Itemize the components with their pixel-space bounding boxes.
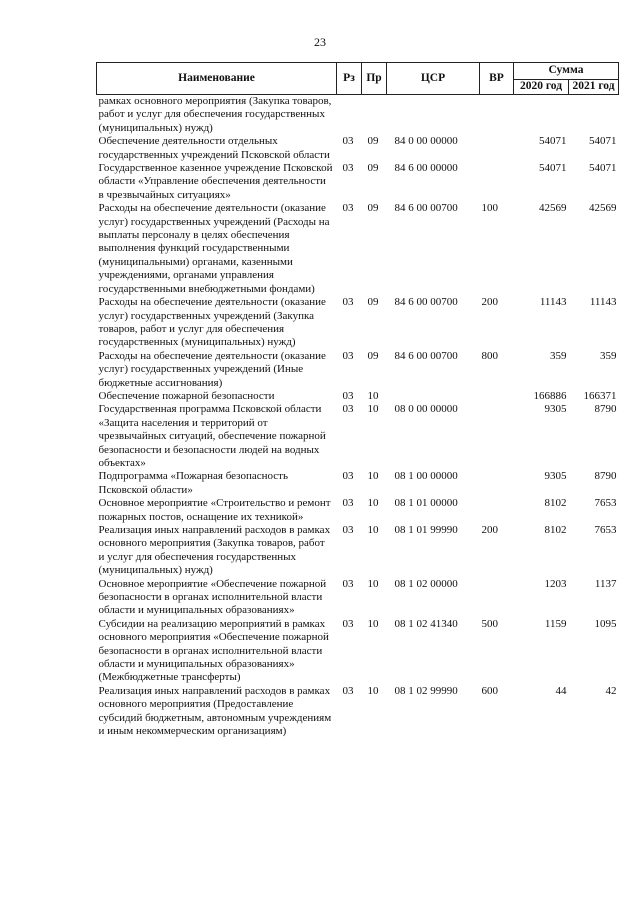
header-pr: Пр [362,63,387,95]
cell-pr: 09 [367,202,379,215]
cell-csr [387,390,480,403]
cell-name: Государственное казенное учреждение Псковской области «Управление обеспечения деятельности в чрезвычайных ситуациях» [98,162,333,201]
cell-rz: 03 [342,202,354,215]
table-row [97,685,619,739]
cell-name: Обеспечение деятельности отдельных государственных учреждений Псковской области [98,135,330,161]
cell-name: Расходы на обеспечение деятельности (оказание услуг) государственных учреждений (Иные бюджетные ассигнования) [98,349,326,389]
cell-y2021: 166371 [583,389,617,402]
cell-pr: 10 [367,577,379,590]
cell-y2020: 166886 [533,389,567,402]
cell-y2021: 11143 [589,296,617,309]
cell-pr: 10 [367,497,379,510]
cell-y2020: 54071 [539,135,567,148]
cell-rz: 03 [342,162,354,175]
cell-name: Реализация иных направлений расходов в рамках основного мероприятия (Закупка товаров, работ и услуг для обеспечения государственных (муниципальных) нужд) [98,524,331,577]
cell-y2021: 54071 [589,135,617,148]
table-row [97,162,619,202]
cell-pr: 10 [367,389,379,402]
cell-pr [362,95,387,136]
cell-name: Реализация иных направлений расходов в рамках основного мероприятия (Предоставление субсидий бюджетным, автономным учреждениям и иным некоммерческим организациям) [98,684,332,738]
cell-vr [480,497,514,524]
cell-vr [480,578,514,618]
cell-y2020: 8102 [544,524,567,536]
cell-rz: 03 [342,617,354,630]
cell-pr: 10 [367,684,379,697]
cell-y2021: 42 [605,684,617,697]
cell-pr: 10 [367,470,379,483]
cell-name: рамках основного мероприятия (Закупка товаров, работ и услуг для обеспечения государственных (муниципальных) нужд) [98,95,332,134]
header-sum: Сумма [514,63,619,80]
cell-vr: 600 [481,684,498,697]
cell-y2021: 8790 [594,403,617,416]
cell-csr: 84 6 00 00000 [394,162,458,175]
table-row [97,618,619,685]
cell-pr: 09 [367,135,379,148]
table-row [97,470,619,497]
cell-y2020: 8102 [544,497,567,510]
cell-y2020: 54071 [539,162,567,175]
cell-csr: 84 6 00 00700 [394,202,458,215]
cell-csr: 08 1 02 41340 [394,617,458,630]
cell-rz: 03 [342,135,354,148]
table-body [97,95,619,739]
cell-vr [480,162,514,202]
cell-csr: 84 6 00 00700 [394,349,458,362]
cell-y2021: 1095 [594,617,617,630]
cell-y2021: 8790 [594,470,617,483]
table-row [97,578,619,618]
cell-pr: 10 [367,617,379,630]
cell-vr: 800 [481,349,498,362]
cell-csr: 84 6 00 00700 [394,296,458,309]
table-row [97,296,619,350]
cell-y2021: 1137 [594,577,617,590]
cell-rz: 03 [342,684,354,697]
table-row [97,135,619,162]
cell-y2021: 7653 [594,524,617,536]
header-name: Наименование [97,63,337,95]
cell-vr [480,403,514,470]
cell-vr [480,135,514,162]
cell-pr: 10 [367,403,379,416]
cell-rz: 03 [342,577,354,590]
cell-pr: 09 [367,162,379,175]
header-rz: Рз [337,63,362,95]
cell-name: Обеспечение пожарной безопасности [98,389,275,402]
cell-vr [480,470,514,497]
header-year-2020: 2020 год [514,80,569,95]
cell-y2021: 7653 [594,497,617,510]
cell-name: Расходы на обеспечение деятельности (оказание услуг) государственных учреждений (Расходы на выплаты персоналу в целях обеспечения выполнения функций государственными (муниципальными) органами, казенными учреждениями, органами управления государственными внебюджетными фондами) [98,202,330,295]
cell-rz: 03 [342,524,354,536]
table-row [97,497,619,524]
cell-y2021 [569,95,619,136]
cell-name: Расходы на обеспечение деятельности (оказание услуг) государственных учреждений (Закупка товаров, работ и услуг для обеспечения государственных (муниципальных) нужд) [98,296,326,349]
table-row [97,202,619,296]
cell-csr: 08 1 01 00000 [394,497,458,510]
cell-y2020: 359 [550,349,567,362]
cell-vr: 200 [481,296,498,309]
cell-y2020: 1159 [544,617,567,630]
cell-vr: 500 [481,617,498,630]
cell-pr: 10 [367,524,379,536]
cell-y2021: 42569 [589,202,617,215]
cell-pr: 09 [367,349,379,362]
header-csr: ЦСР [387,63,480,95]
cell-y2020: 9305 [544,470,567,483]
budget-table [96,62,619,739]
header-vr: ВР [480,63,514,95]
cell-rz: 03 [342,403,354,416]
cell-name: Субсидии на реализацию мероприятий в рамках основного мероприятия «Обеспечение пожарной безопасности в органах исполнительной власти области и муниципальных образованиях» (Межбюджетные трансферты) [98,617,329,684]
cell-rz: 03 [342,349,354,362]
header-year-2021: 2021 год [569,80,619,95]
cell-pr: 09 [367,296,379,309]
table-row [97,350,619,390]
cell-csr: 08 1 02 00000 [394,577,458,590]
table-row [97,390,619,403]
cell-csr: 08 1 01 99990 [394,524,458,536]
cell-name: Подпрограмма «Пожарная безопасность Псковской области» [98,470,288,496]
cell-name: Основное мероприятие «Обеспечение пожарной безопасности в органах исполнительной власти области и муниципальных образованиях» [98,577,327,617]
cell-y2020: 1203 [544,577,567,590]
cell-y2020 [514,95,569,136]
cell-csr: 08 0 00 00000 [394,403,458,416]
cell-y2021: 359 [600,349,617,362]
table-row [97,95,619,136]
table-row [97,524,619,578]
cell-rz: 03 [342,389,354,402]
table-header [97,63,619,95]
cell-y2020: 11143 [539,296,567,309]
cell-csr: 08 1 00 00000 [394,470,458,483]
cell-vr: 200 [481,524,498,536]
cell-rz: 03 [342,296,354,309]
cell-vr [480,95,514,136]
page-number: 23 [314,35,326,49]
cell-y2021: 54071 [589,162,617,175]
table-row [97,403,619,470]
cell-rz [337,95,362,136]
cell-vr: 100 [481,202,498,215]
cell-csr: 84 0 00 00000 [394,135,458,148]
cell-csr [387,95,480,136]
cell-rz: 03 [342,497,354,510]
cell-rz: 03 [342,470,354,483]
cell-vr [480,390,514,403]
cell-y2020: 44 [555,684,567,697]
cell-y2020: 42569 [539,202,567,215]
cell-y2020: 9305 [544,403,567,416]
cell-name: Государственная программа Псковской области «Защита населения и территорий от чрезвычайных ситуаций, обеспечение пожарной безопасности и безопасности людей на водных объектах» [98,403,326,469]
cell-name: Основное мероприятие «Строительство и ремонт пожарных постов, оснащение их техникой» [98,497,331,523]
cell-csr: 08 1 02 99990 [394,684,458,697]
